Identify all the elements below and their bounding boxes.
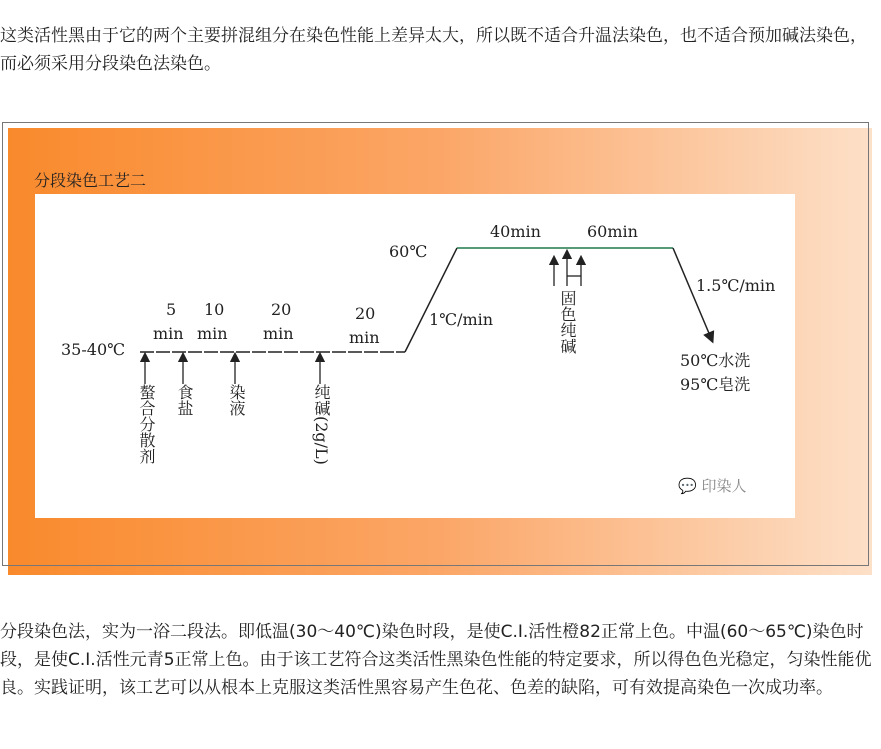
cooling-rate-label: 1.5℃/min [696, 276, 776, 295]
wash-step-1: 50℃水洗 [680, 351, 751, 370]
wash-step-2: 95℃皂洗 [680, 375, 751, 394]
step4-time: 20 [355, 304, 376, 323]
start-temperature-label: 35-40℃ [61, 340, 126, 359]
addition-chelating-dispersant: 螯合分散剂 [137, 384, 156, 464]
step3-unit: min [263, 324, 294, 343]
hold-temperature-label: 60℃ [389, 242, 428, 261]
watermark [678, 475, 746, 496]
explanation-paragraph: 分段染色法，实为一浴二段法。即低温(30～40℃)染色时段，是使C.I.活性橙82正常上色。中温(60～65℃)染色时段，是使C.I.活性元青5正常上色。由于该工艺符合这类活性黑染色性能的特定要求，所以得色色光稳定，匀染性能优良。实践证明，该工艺可以从根本上克服这类活性黑容易产生色花、色差的缺陷，可有效提高染色一次成功率。 [0, 622, 872, 698]
chat-bubble-icon: 💬 [678, 477, 697, 495]
hold-time-1: 40min [490, 222, 541, 241]
addition-dye-liquor: 染液 [227, 384, 246, 416]
addition-salt: 食盐 [175, 384, 194, 416]
process-diagram [35, 194, 795, 518]
step2-unit: min [197, 324, 228, 343]
watermark-text: 印染人 [701, 477, 747, 495]
step4-unit: min [349, 328, 380, 347]
figure-title: 分段染色工艺二 [34, 171, 147, 190]
step3-time: 20 [271, 300, 292, 319]
step1-unit: min [153, 324, 184, 343]
heating-rate-label: 1℃/min [429, 310, 494, 329]
addition-soda-ash: 纯碱(2g/L) [312, 384, 331, 465]
fixing-alkali-label: 固色纯碱 [558, 290, 577, 354]
step2-time: 10 [204, 300, 225, 319]
intro-paragraph: 这类活性黑由于它的两个主要拼混组分在染色性能上差异太大，所以既不适合升温法染色，也不适合预加碱法染色，而必须采用分段染色法染色。 [0, 26, 867, 74]
hold-time-2: 60min [587, 222, 638, 241]
step1-time: 5 [166, 300, 177, 319]
